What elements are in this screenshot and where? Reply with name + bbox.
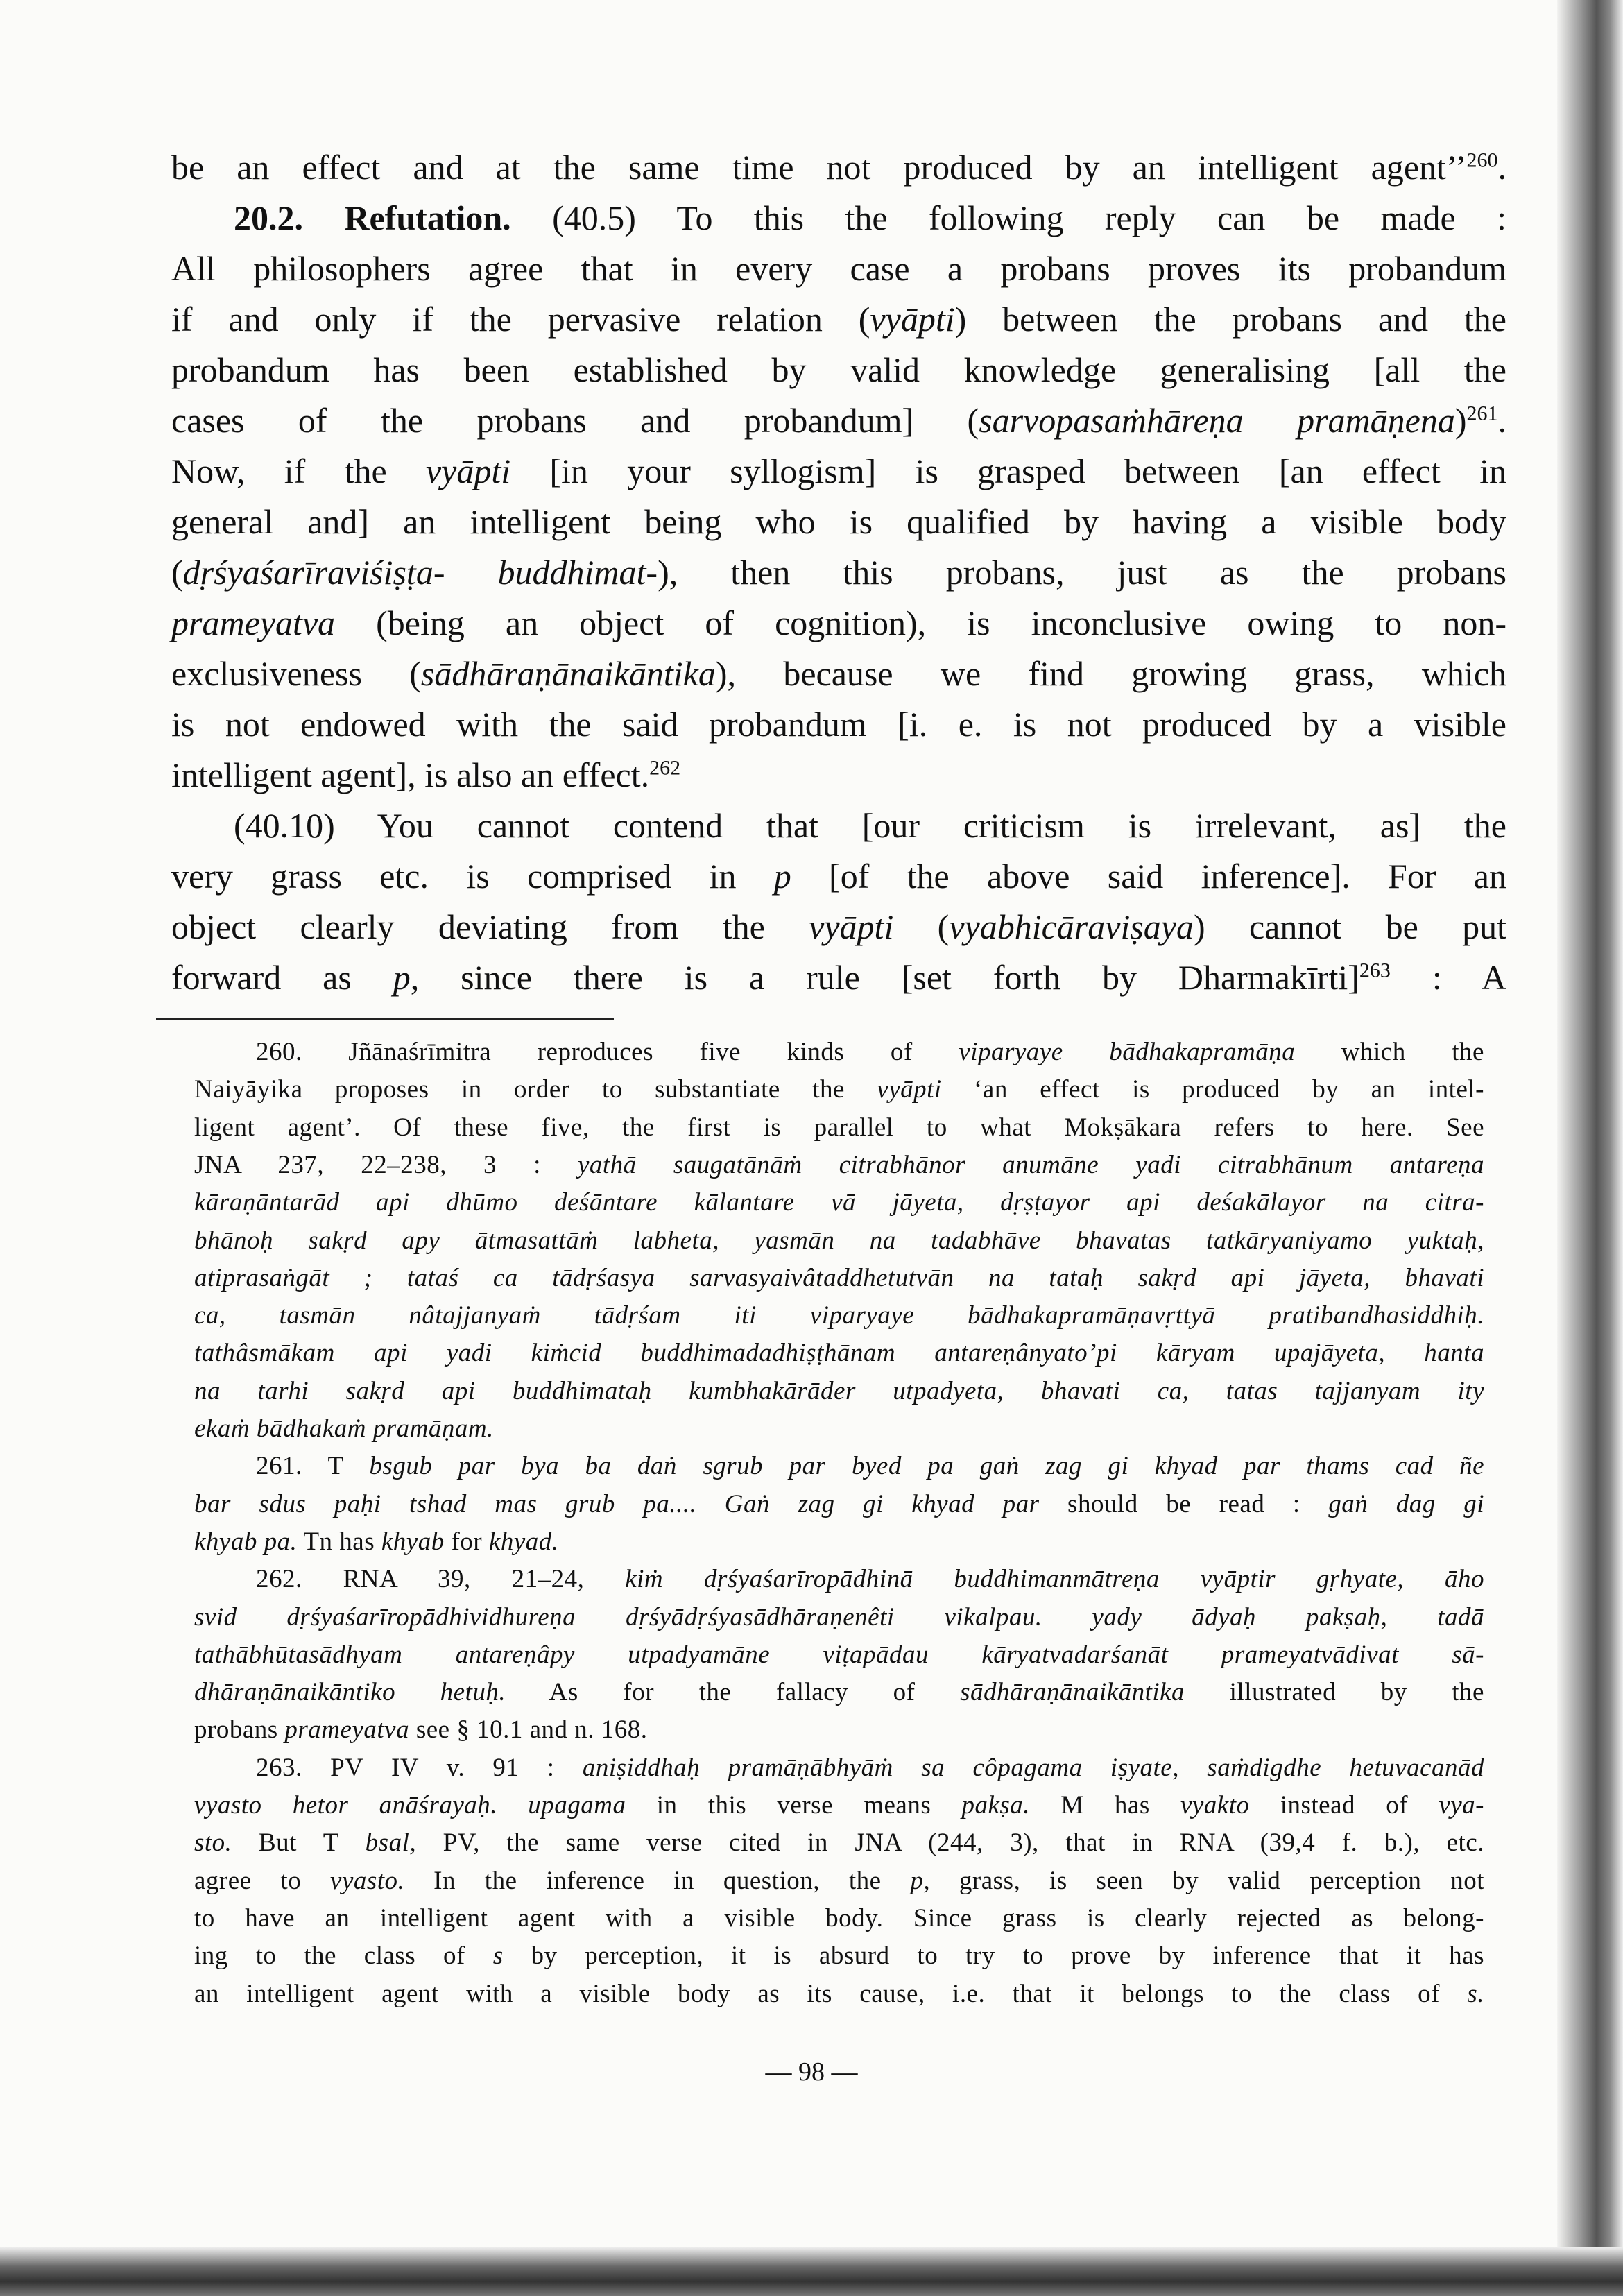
text-run: [of the above said inference]. For an <box>791 857 1506 896</box>
text-run: vyāpti <box>809 907 894 946</box>
text-run: which the <box>1295 1038 1484 1066</box>
text-run: pakṣa. <box>961 1791 1031 1819</box>
text-run: M has <box>1030 1791 1180 1819</box>
text-run: ), because we find growing grass, which <box>715 654 1507 693</box>
text-run: 20.2. Refutation. <box>234 198 511 237</box>
text-run: Naiyāyika proposes in order to substantiate the <box>194 1075 877 1104</box>
footnote-line <box>194 1222 1484 1260</box>
text-run: (40.5) To this the following reply can be made : <box>510 198 1507 237</box>
footnote-line <box>194 1486 1484 1523</box>
text-run: svid dṛśyaśarīropādhividhureṇa dṛśyādṛśyasādhāraṇenêti vikalpau. yady ādyaḥ pakṣaḥ, tadā <box>194 1602 1484 1631</box>
text-run: forward as <box>171 958 393 997</box>
text-run: atiprasaṅgāt ; tataś ca tādṛśasya sarvasyaivâtaddhetutvān na tataḥ sakṛd api jāyeta, bhavati <box>194 1263 1484 1292</box>
text-run: Tn has <box>297 1527 381 1556</box>
scan-bottom-shadow <box>0 2247 1623 2296</box>
footnote-line <box>194 1900 1484 1937</box>
text-run: p <box>773 857 791 896</box>
body-line <box>171 243 1506 294</box>
text-run: if and only if the pervasive relation ( <box>171 300 870 339</box>
text-run: vyabhicāraviṣaya <box>949 907 1194 946</box>
text-run: khyab pa. <box>194 1527 298 1556</box>
text-run: 261. T <box>256 1452 370 1481</box>
text-run: p, <box>910 1866 931 1895</box>
page-number: — 98 — <box>765 2057 858 2087</box>
footnote-reference: 260 <box>1466 148 1498 172</box>
footnote-line <box>194 1937 1484 1975</box>
text-run: [in your syllogism] is grasped between [an effect in <box>510 452 1506 490</box>
text-run: illustrated by the <box>1185 1678 1484 1707</box>
text-run: ligent agent’. Of these five, the first is parallel to what Mokṣākara refers to here. See <box>194 1113 1484 1142</box>
text-run: vya- <box>1439 1791 1484 1819</box>
text-run: aniṣiddhaḥ pramāṇābhyāṁ sa côpagama iṣyate, saṁdigdhe hetuvacanād <box>582 1753 1484 1782</box>
text-run: by perception, it is absurd to try to prove by inference that it has <box>503 1942 1484 1971</box>
text-run: But T <box>232 1828 366 1858</box>
text-run: should be read : <box>1039 1489 1329 1518</box>
text-run: bhānoḥ sakṛd apy ātmasattāṁ labheta, yasmān na tadabhāve bhavatas tatkāryaniyamo yuktaḥ, <box>194 1226 1484 1255</box>
text-run: agree to <box>194 1866 331 1895</box>
body-line <box>171 598 1506 649</box>
footnote-line <box>194 1787 1484 1824</box>
footnote-line <box>194 1071 1484 1108</box>
text-run: vyāpti <box>425 452 511 490</box>
footnote-line <box>194 1184 1484 1222</box>
text-run: khyad. <box>488 1527 559 1556</box>
text-run: khyab <box>381 1527 445 1556</box>
text-run: bsal, <box>365 1828 417 1858</box>
text-run: ) <box>1454 401 1467 440</box>
text-run: bar sdus paḥi tshad mas grub pa.... Gaṅ zag gi khyad par <box>194 1489 1040 1518</box>
text-run: ) cannot be put <box>1194 907 1507 946</box>
text-run: gaṅ dag gi <box>1328 1489 1485 1518</box>
text-run: in this verse means <box>626 1791 962 1819</box>
footnote-line <box>256 1749 1484 1787</box>
text-run: to have an intelligent agent with a visible body. Since grass is clearly rejected as belong- <box>194 1903 1484 1933</box>
text-run: kiṁ dṛśyaśarīropādhinā buddhimanmātreṇa vyāptir gṛhyate, āho <box>625 1565 1484 1594</box>
footnote-reference: 261 <box>1466 402 1498 425</box>
footnote-separator <box>156 1018 614 1020</box>
body-line <box>171 395 1506 446</box>
text-run: instead of <box>1249 1791 1439 1819</box>
text-run: (being an object of cognition), is inconclusive owing to non- <box>335 603 1506 642</box>
text-run: ing to the class of <box>194 1942 493 1971</box>
text-run: p <box>393 958 411 997</box>
text-run: viparyaye bādhakapramāṇa <box>959 1038 1296 1066</box>
body-line <box>171 345 1506 395</box>
text-run: bsgub par bya ba daṅ sgrub par byed pa gaṅ zag gi khyad par thams cad ñe <box>369 1452 1485 1481</box>
footnote-line <box>256 1034 1484 1071</box>
text-run: Now, if the <box>171 452 426 490</box>
text-run: . <box>1497 401 1506 440</box>
text-run: ( <box>893 907 950 946</box>
footnote-line <box>194 1711 1484 1749</box>
body-line <box>234 193 1506 243</box>
text-run: s <box>492 1942 504 1971</box>
text-run: prameyatva <box>171 603 336 642</box>
text-run: probandum has been established by valid knowledge generalising [all the <box>171 350 1506 389</box>
footnote-reference: 263 <box>1359 959 1391 982</box>
footnote-line <box>194 1297 1484 1335</box>
text-run: (40.10) You cannot contend that [our criticism is irrelevant, as] the <box>234 806 1506 845</box>
text-run: In the inference in question, the <box>404 1866 911 1895</box>
text-run: tathâsmākam api yadi kiṁcid buddhimadadhiṣṭhānam antareṇânyato’pi kāryam upajāyeta, hanta <box>194 1339 1484 1368</box>
text-run: ‘an effect is produced by an intel- <box>941 1075 1484 1104</box>
footnote-line <box>194 1862 1484 1900</box>
text-run: : A <box>1390 958 1506 997</box>
footnote-line <box>194 1824 1484 1862</box>
text-run: yathā saugatānāṁ citrabhānor anumāne yadi citrabhānum antareṇa <box>577 1150 1484 1179</box>
footnote-line <box>194 1109 1484 1147</box>
text-run: . <box>1497 148 1506 187</box>
text-run: , since there is a rule [set forth by Dharmakīrti] <box>410 958 1359 997</box>
text-run: exclusiveness ( <box>171 654 421 693</box>
text-run: vyasto. <box>330 1866 405 1895</box>
text-run: be an effect and at the same time not produced by an intelligent agent’’ <box>171 148 1467 187</box>
footnote-line <box>256 1561 1484 1598</box>
body-line <box>171 446 1506 497</box>
text-run: dhāraṇānaikāntiko hetuḥ. <box>194 1678 506 1707</box>
text-run: All philosophers agree that in every case a probans proves its probandum <box>171 249 1506 288</box>
text-run: PV, the same verse cited in JNA (244, 3), that in RNA (39,4 f. b.), etc. <box>416 1828 1484 1858</box>
footnote-line <box>194 1523 1484 1561</box>
text-run: sto. <box>194 1828 232 1858</box>
text-run: grass, is seen by valid perception not <box>930 1866 1485 1895</box>
text-run: JNA 237, 22–238, 3 : <box>194 1150 578 1179</box>
text-run: ekaṁ bādhakaṁ pramāṇam. <box>194 1414 494 1443</box>
text-run: vyasto hetor anāśrayaḥ. upagama <box>194 1791 626 1819</box>
text-run: very grass etc. is comprised in <box>171 857 774 896</box>
footnote-reference: 262 <box>649 756 681 780</box>
footnote-line <box>256 1448 1484 1485</box>
footnote-line <box>194 1410 1484 1448</box>
footnote-line <box>194 1373 1484 1410</box>
text-run: sādhāraṇānaikāntika <box>960 1678 1185 1707</box>
text-run: ), then this probans, just as the probans <box>658 553 1506 592</box>
text-run: ) between the probans and the <box>954 300 1506 339</box>
text-run: As for the fallacy of <box>506 1678 961 1707</box>
text-run: s. <box>1467 1979 1484 2008</box>
footnote-line <box>194 1335 1484 1372</box>
body-line <box>171 649 1506 699</box>
text-run: dṛśyaśarīraviśiṣṭa- buddhimat- <box>182 553 658 592</box>
text-run: sādhāraṇānaikāntika <box>420 654 716 693</box>
text-run: vyāpti <box>877 1075 942 1104</box>
text-run: 260. Jñānaśrīmitra reproduces five kinds of <box>256 1038 959 1066</box>
footnote-line <box>194 1147 1484 1184</box>
text-run: prameyatva <box>284 1715 410 1745</box>
body-line <box>171 851 1506 902</box>
text-run: na tarhi sakṛd api buddhimataḥ kumbhakārāder utpadyeta, bhavati ca, tatas tajjanyam ity <box>194 1376 1484 1405</box>
body-line <box>171 547 1506 598</box>
text-run: ( <box>171 553 183 592</box>
text-run: is not endowed with the said probandum [i. e. is not produced by a visible <box>171 705 1506 744</box>
text-run: cases of the probans and probandum] ( <box>171 401 979 440</box>
body-line <box>171 294 1506 345</box>
text-run: 263. PV IV v. 91 : <box>256 1753 583 1782</box>
text-run: kāraṇāntarād api dhūmo deśāntare kālantare vā jāyeta, dṛṣṭayor api deśakālayor na citra- <box>194 1188 1484 1217</box>
text-run: sarvopasaṁhāreṇa pramāṇena <box>979 401 1455 440</box>
footnote-line <box>194 1599 1484 1636</box>
text-run: vyāpti <box>870 300 955 339</box>
body-line <box>171 952 1506 1003</box>
scan-edge-shadow <box>1557 0 1623 2296</box>
body-line <box>171 902 1506 952</box>
text-run: for <box>444 1527 489 1556</box>
body-line <box>171 699 1506 750</box>
text-run: tathābhūtasādhyam antareṇâpy utpadyamāne viṭapādau kāryatvadarśanāt prameyatvādivat sā- <box>194 1640 1484 1669</box>
text-run: ca, tasmān nâtajjanyaṁ tādṛśam iti viparyaye bādhakapramāṇavṛttyā pratibandhasiddhiḥ. <box>194 1301 1484 1330</box>
footnote-line <box>194 1976 1484 2013</box>
footnote-line <box>194 1260 1484 1297</box>
text-run: vyakto <box>1180 1791 1250 1819</box>
text-run: object clearly deviating from the <box>171 907 809 946</box>
body-line <box>234 800 1506 851</box>
text-run: intelligent agent], is also an effect. <box>171 755 650 794</box>
text-run: see § 10.1 and n. 168. <box>409 1715 648 1745</box>
text-run: general and] an intelligent being who is qualified by having a visible body <box>171 502 1506 541</box>
body-line <box>171 497 1506 547</box>
text-run: 262. RNA 39, 21–24, <box>256 1565 626 1594</box>
footnote-line <box>194 1674 1484 1711</box>
body-line <box>171 750 1506 800</box>
body-line <box>171 142 1506 193</box>
footnote-line <box>194 1636 1484 1674</box>
text-run: probans <box>194 1715 285 1745</box>
text-run: an intelligent agent with a visible body as its cause, i.e. that it belongs to the class of <box>194 1979 1468 2008</box>
